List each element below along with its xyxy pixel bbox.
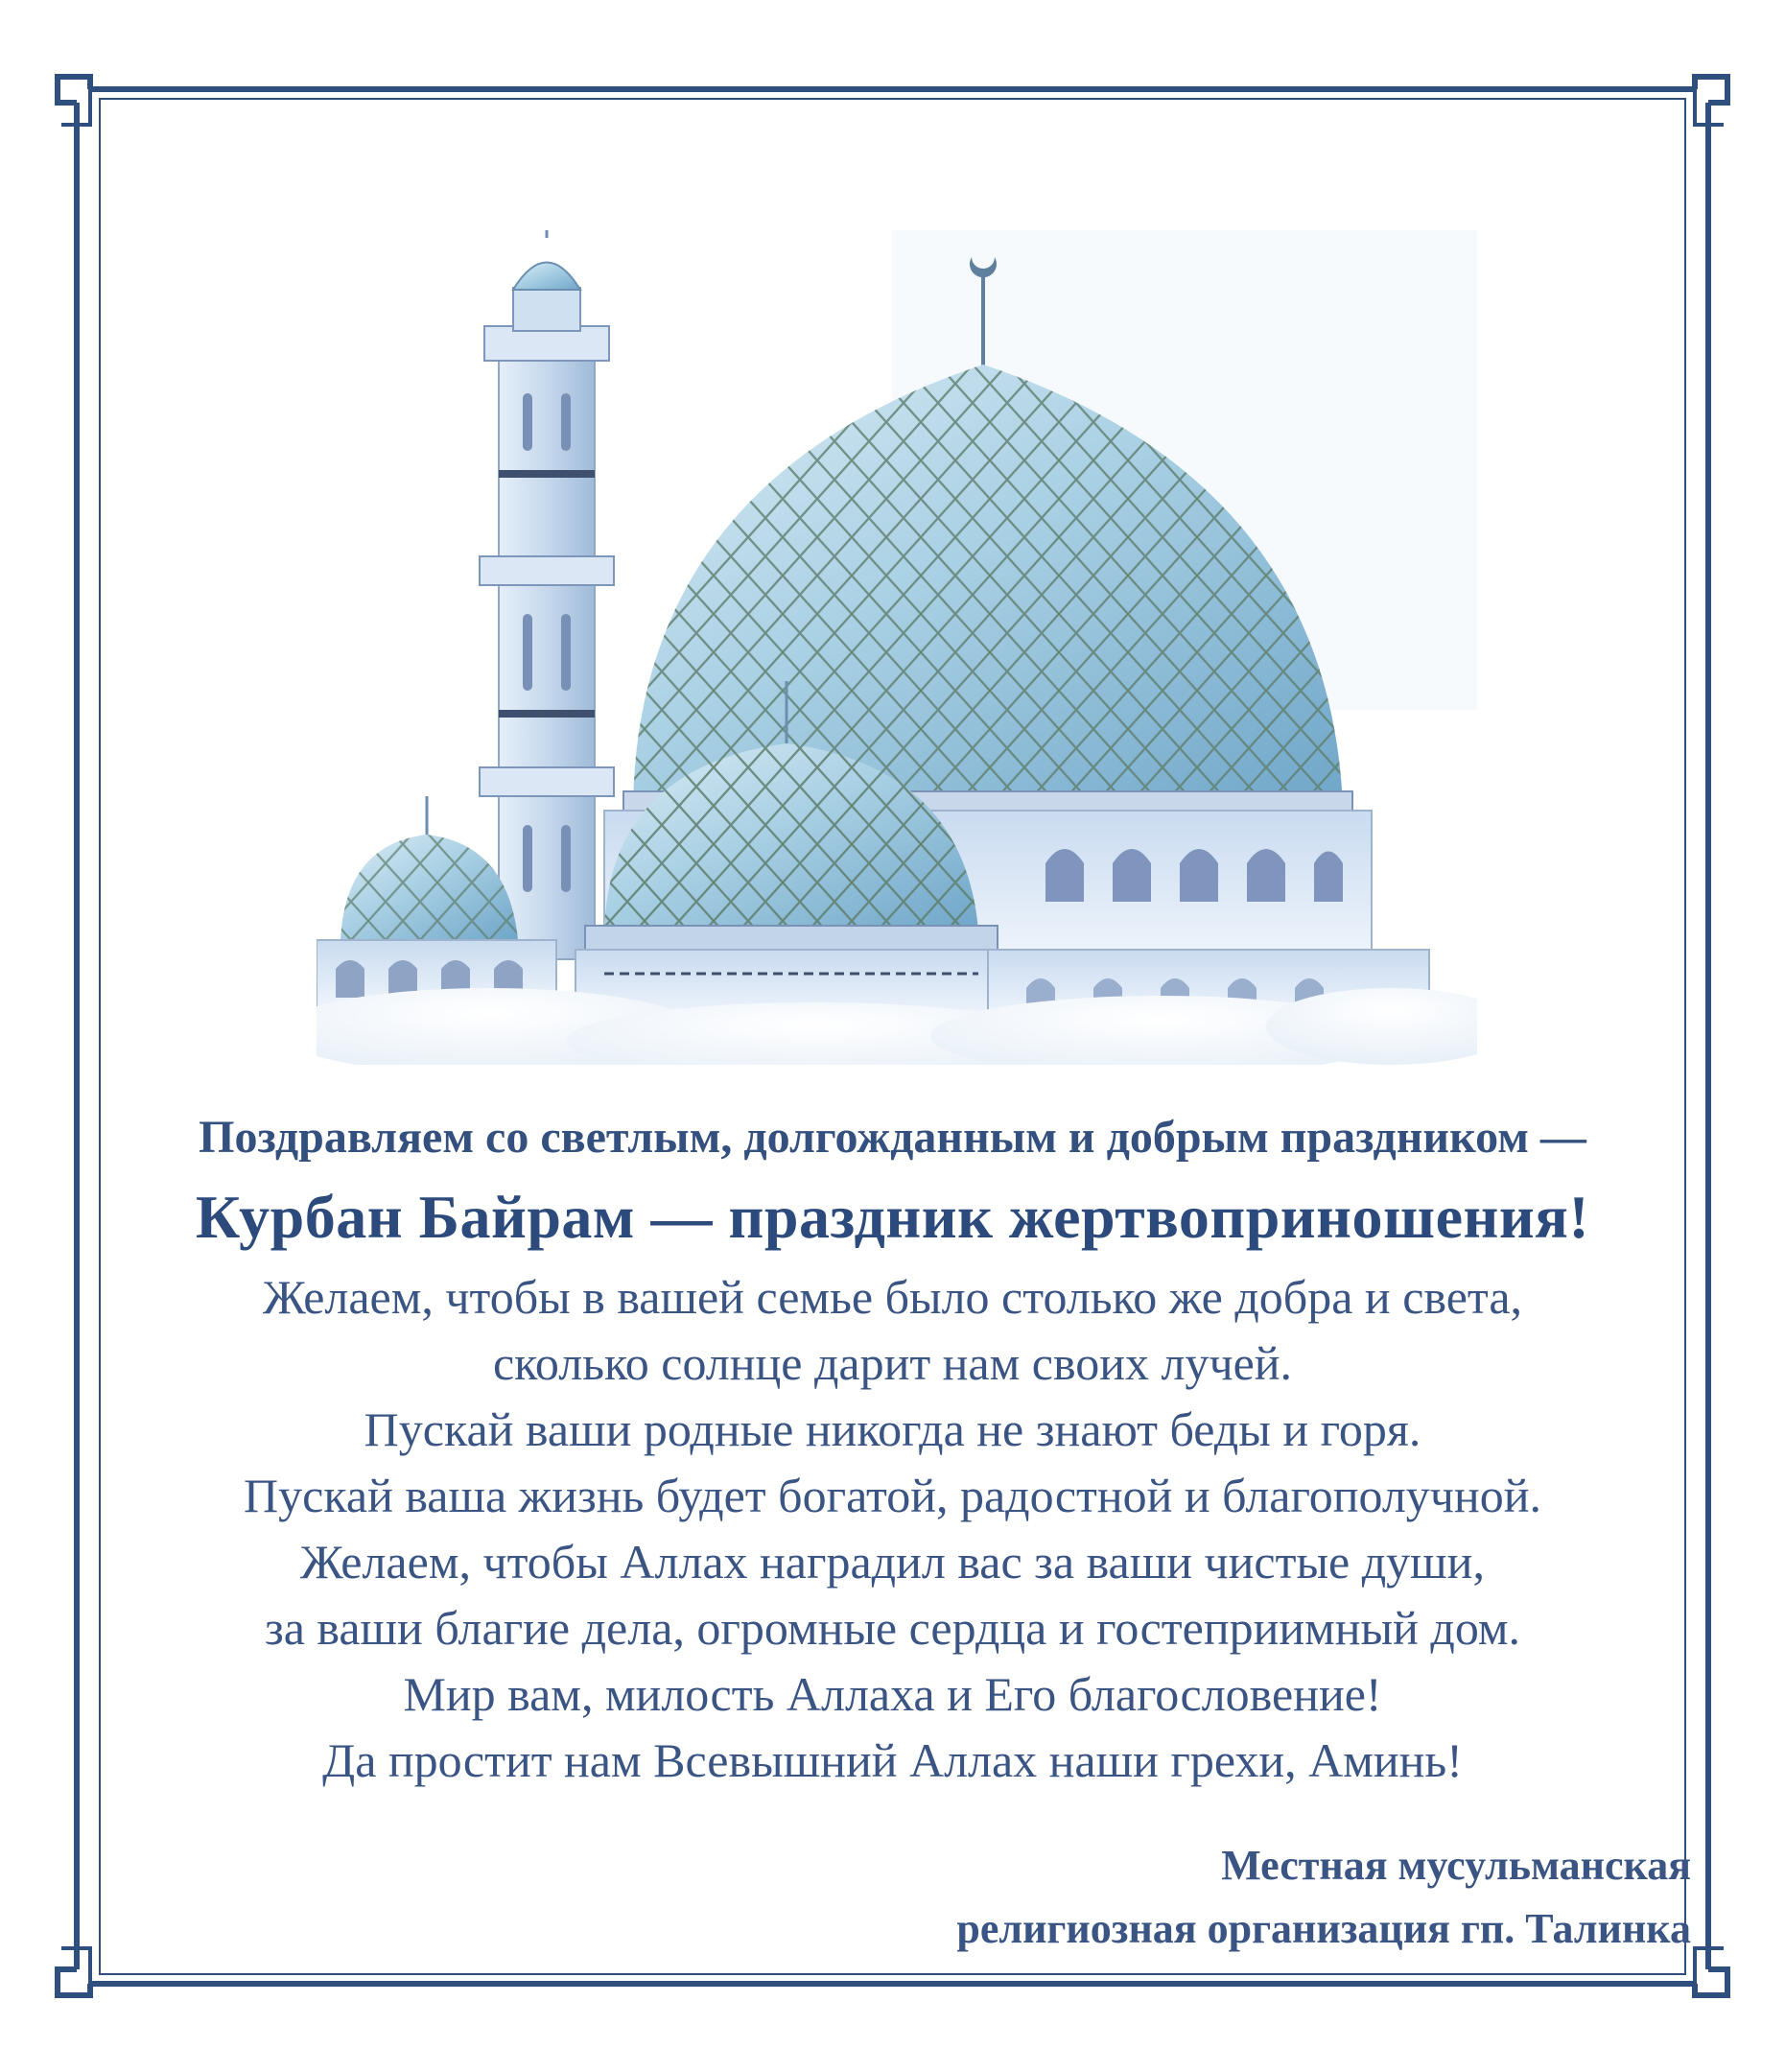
signature-line-1: Местная мусульманская: [1221, 1842, 1691, 1889]
signature: [956, 1834, 1691, 1961]
wish-line: Пускай ваши родные никогда не знают беды и горя.: [364, 1402, 1421, 1456]
wish-line: Да простит нам Всевышний Аллах наши грехи, Аминь!: [322, 1733, 1463, 1787]
holiday-title: Курбан Байрам — праздник жертвоприношения!: [195, 1183, 1590, 1251]
wish-line: Мир вам, милость Аллаха и Его благословение!: [403, 1667, 1382, 1721]
mosque-icon: [317, 230, 1477, 1065]
wish-line: за ваши благие дела, огромные сердца и гостеприимный дом.: [264, 1601, 1521, 1655]
wish-line: Желаем, чтобы в вашей семье было столько же добра и света,: [262, 1270, 1523, 1324]
signature-line-2: религиозная организация гп. Талинка: [956, 1905, 1691, 1952]
wish-line: сколько солнце дарит нам своих лучей.: [492, 1336, 1293, 1390]
wish-line: Желаем, чтобы Аллах наградил вас за ваши чистые души,: [300, 1535, 1485, 1589]
wishes-block: [96, 1264, 1689, 1794]
greeting-intro: Поздравляем со светлым, долгожданным и добрым праздником —: [199, 1112, 1586, 1163]
wish-line: Пускай ваша жизнь будет богатой, радостной и благополучной.: [244, 1469, 1541, 1522]
